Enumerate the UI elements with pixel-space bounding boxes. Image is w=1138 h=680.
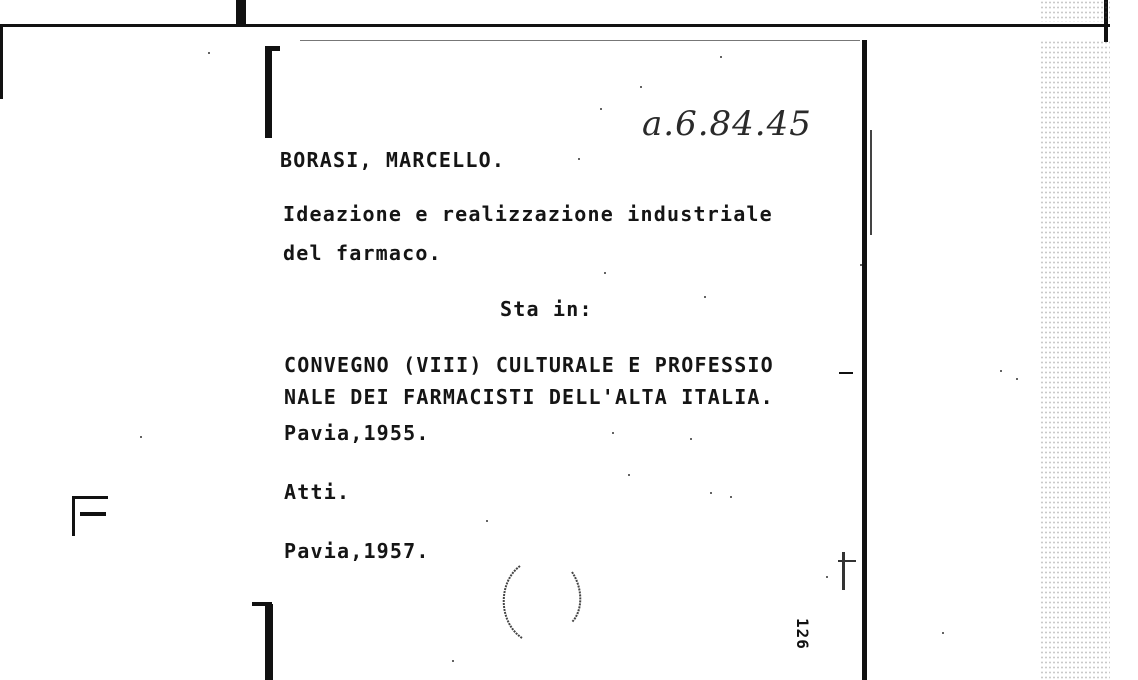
noise-dot	[452, 660, 454, 662]
noise-dot	[600, 108, 602, 110]
top-rule-thin	[300, 40, 860, 41]
scan-noise-right	[1040, 40, 1110, 680]
card-right-border	[862, 40, 867, 680]
title-line-1: Ideazione e realizzazione industriale	[283, 202, 773, 226]
noise-dot	[690, 438, 692, 440]
noise-dot	[628, 474, 630, 476]
noise-dot	[578, 158, 580, 160]
noise-dot	[208, 52, 210, 54]
noise-dot	[720, 56, 722, 58]
card-right-border-thin	[870, 130, 872, 235]
noise-dot	[942, 632, 944, 634]
side-number: 126	[793, 618, 812, 650]
left-edge	[0, 24, 3, 99]
source-line-1: CONVEGNO (VIII) CULTURALE E PROFESSIO	[284, 353, 774, 377]
noise-dot	[704, 296, 706, 298]
author-heading: BORASI, MARCELLO.	[280, 148, 506, 172]
left-margin-mark	[72, 496, 108, 522]
punch-hole	[492, 560, 592, 650]
noise-dot	[710, 492, 712, 494]
noise-dot	[860, 264, 862, 266]
title-line-2: del farmaco.	[283, 241, 442, 265]
noise-dot	[604, 272, 606, 274]
card-bottom-left-notch	[252, 602, 272, 606]
underline-o	[839, 372, 853, 374]
noise-dot	[140, 436, 142, 438]
in-label: Sta in:	[500, 297, 593, 321]
noise-dot	[1000, 370, 1002, 372]
source-line-3: Pavia,1955.	[284, 421, 430, 445]
noise-dot	[640, 86, 642, 88]
right-bracket-mark	[842, 552, 845, 590]
noise-dot	[1016, 378, 1018, 380]
acts-label: Atti.	[284, 480, 351, 504]
noise-dot	[612, 432, 614, 434]
right-bracket-top	[838, 560, 856, 562]
top-rule	[0, 24, 1110, 27]
scan-noise-topright	[1040, 0, 1110, 22]
noise-dot	[730, 496, 732, 498]
imprint-line: Pavia,1957.	[284, 539, 430, 563]
handwritten-shelfmark: a.6.84.45	[642, 104, 812, 144]
card-top-left-notch	[265, 46, 280, 51]
card-bottom-left-bar	[265, 604, 273, 680]
noise-dot	[486, 520, 488, 522]
noise-dot	[826, 576, 828, 578]
top-left-tick	[236, 0, 246, 26]
card-top-left-bar	[265, 46, 272, 138]
source-line-2: NALE DEI FARMACISTI DELL'ALTA ITALIA.	[284, 385, 774, 409]
